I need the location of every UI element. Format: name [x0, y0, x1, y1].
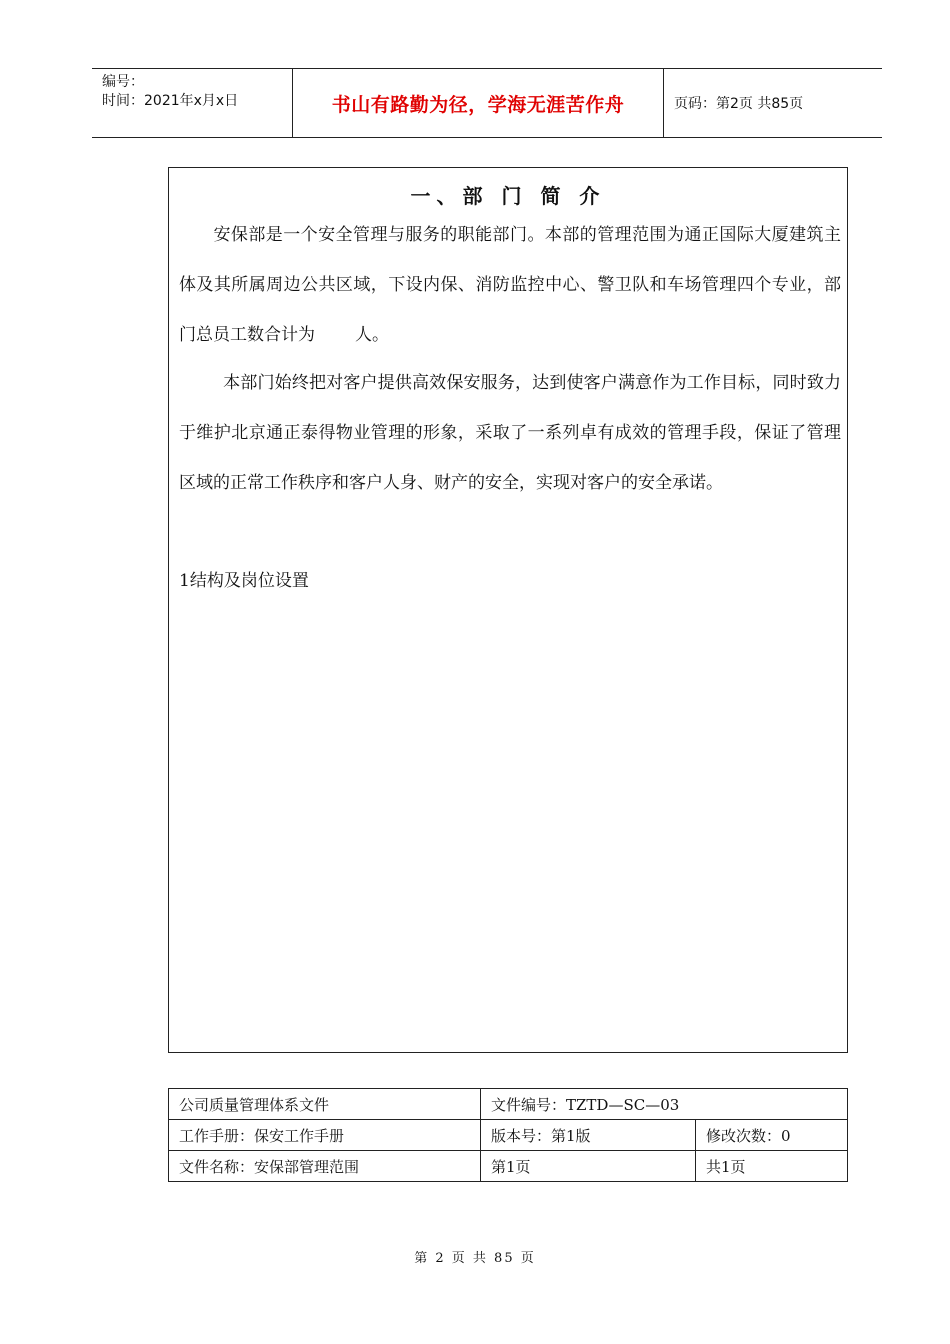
content-box	[168, 167, 848, 1053]
time-label: 时间：2021年x月x日	[102, 93, 239, 109]
header-page-info: 页码：第2页 共85页	[674, 96, 804, 112]
manual-name-cell: 工作手册：保安工作手册	[169, 1120, 481, 1151]
table-row	[169, 1120, 848, 1151]
table-row	[169, 1089, 848, 1120]
page-cell: 第1页	[481, 1151, 696, 1182]
paragraph-2	[179, 358, 841, 508]
paragraph-1	[179, 210, 841, 360]
section-title: 一、部 门 简 介	[410, 184, 606, 208]
table-row	[169, 1151, 848, 1182]
paragraph-1-text: 安保部是一个安全管理与服务的职能部门。本部的管理范围为通正国际大厦建筑主体及其所属周边公共区域，下设内保、消防监控中心、警卫队和车场管理四个专业，部门总员工数合计为	[179, 225, 841, 345]
revision-count-cell: 修改次数：0	[696, 1120, 848, 1151]
subheading: 1结构及岗位设置	[179, 571, 309, 591]
paragraph-1-end: 人。	[355, 325, 389, 345]
file-name-cell: 文件名称：安保部管理范围	[169, 1151, 481, 1182]
paragraph-2-text: 本部门始终把对客户提供高效保安服务，达到使客户满意作为工作目标，同时致力于维护北京通正泰得物业管理的形象，采取了一系列卓有成效的管理手段，保证了管理区域的正常工作秩序和客户人身、财产的安全，实现对客户的安全承诺。	[179, 373, 841, 493]
total-pages-cell: 共1页	[696, 1151, 848, 1182]
page-number: 第 2 页 共 85 页	[414, 1251, 536, 1266]
number-label: 编号：	[102, 74, 144, 90]
header-motto: 书山有路勤为径，学海无涯苦作舟	[292, 69, 664, 137]
document-header	[92, 68, 882, 138]
quality-system-cell: 公司质量管理体系文件	[169, 1089, 481, 1120]
document-code-cell: 文件编号：TZTD—SC—03	[481, 1089, 848, 1120]
header-meta	[92, 69, 292, 137]
version-cell: 版本号：第1版	[481, 1120, 696, 1151]
document-info-table	[168, 1088, 848, 1182]
